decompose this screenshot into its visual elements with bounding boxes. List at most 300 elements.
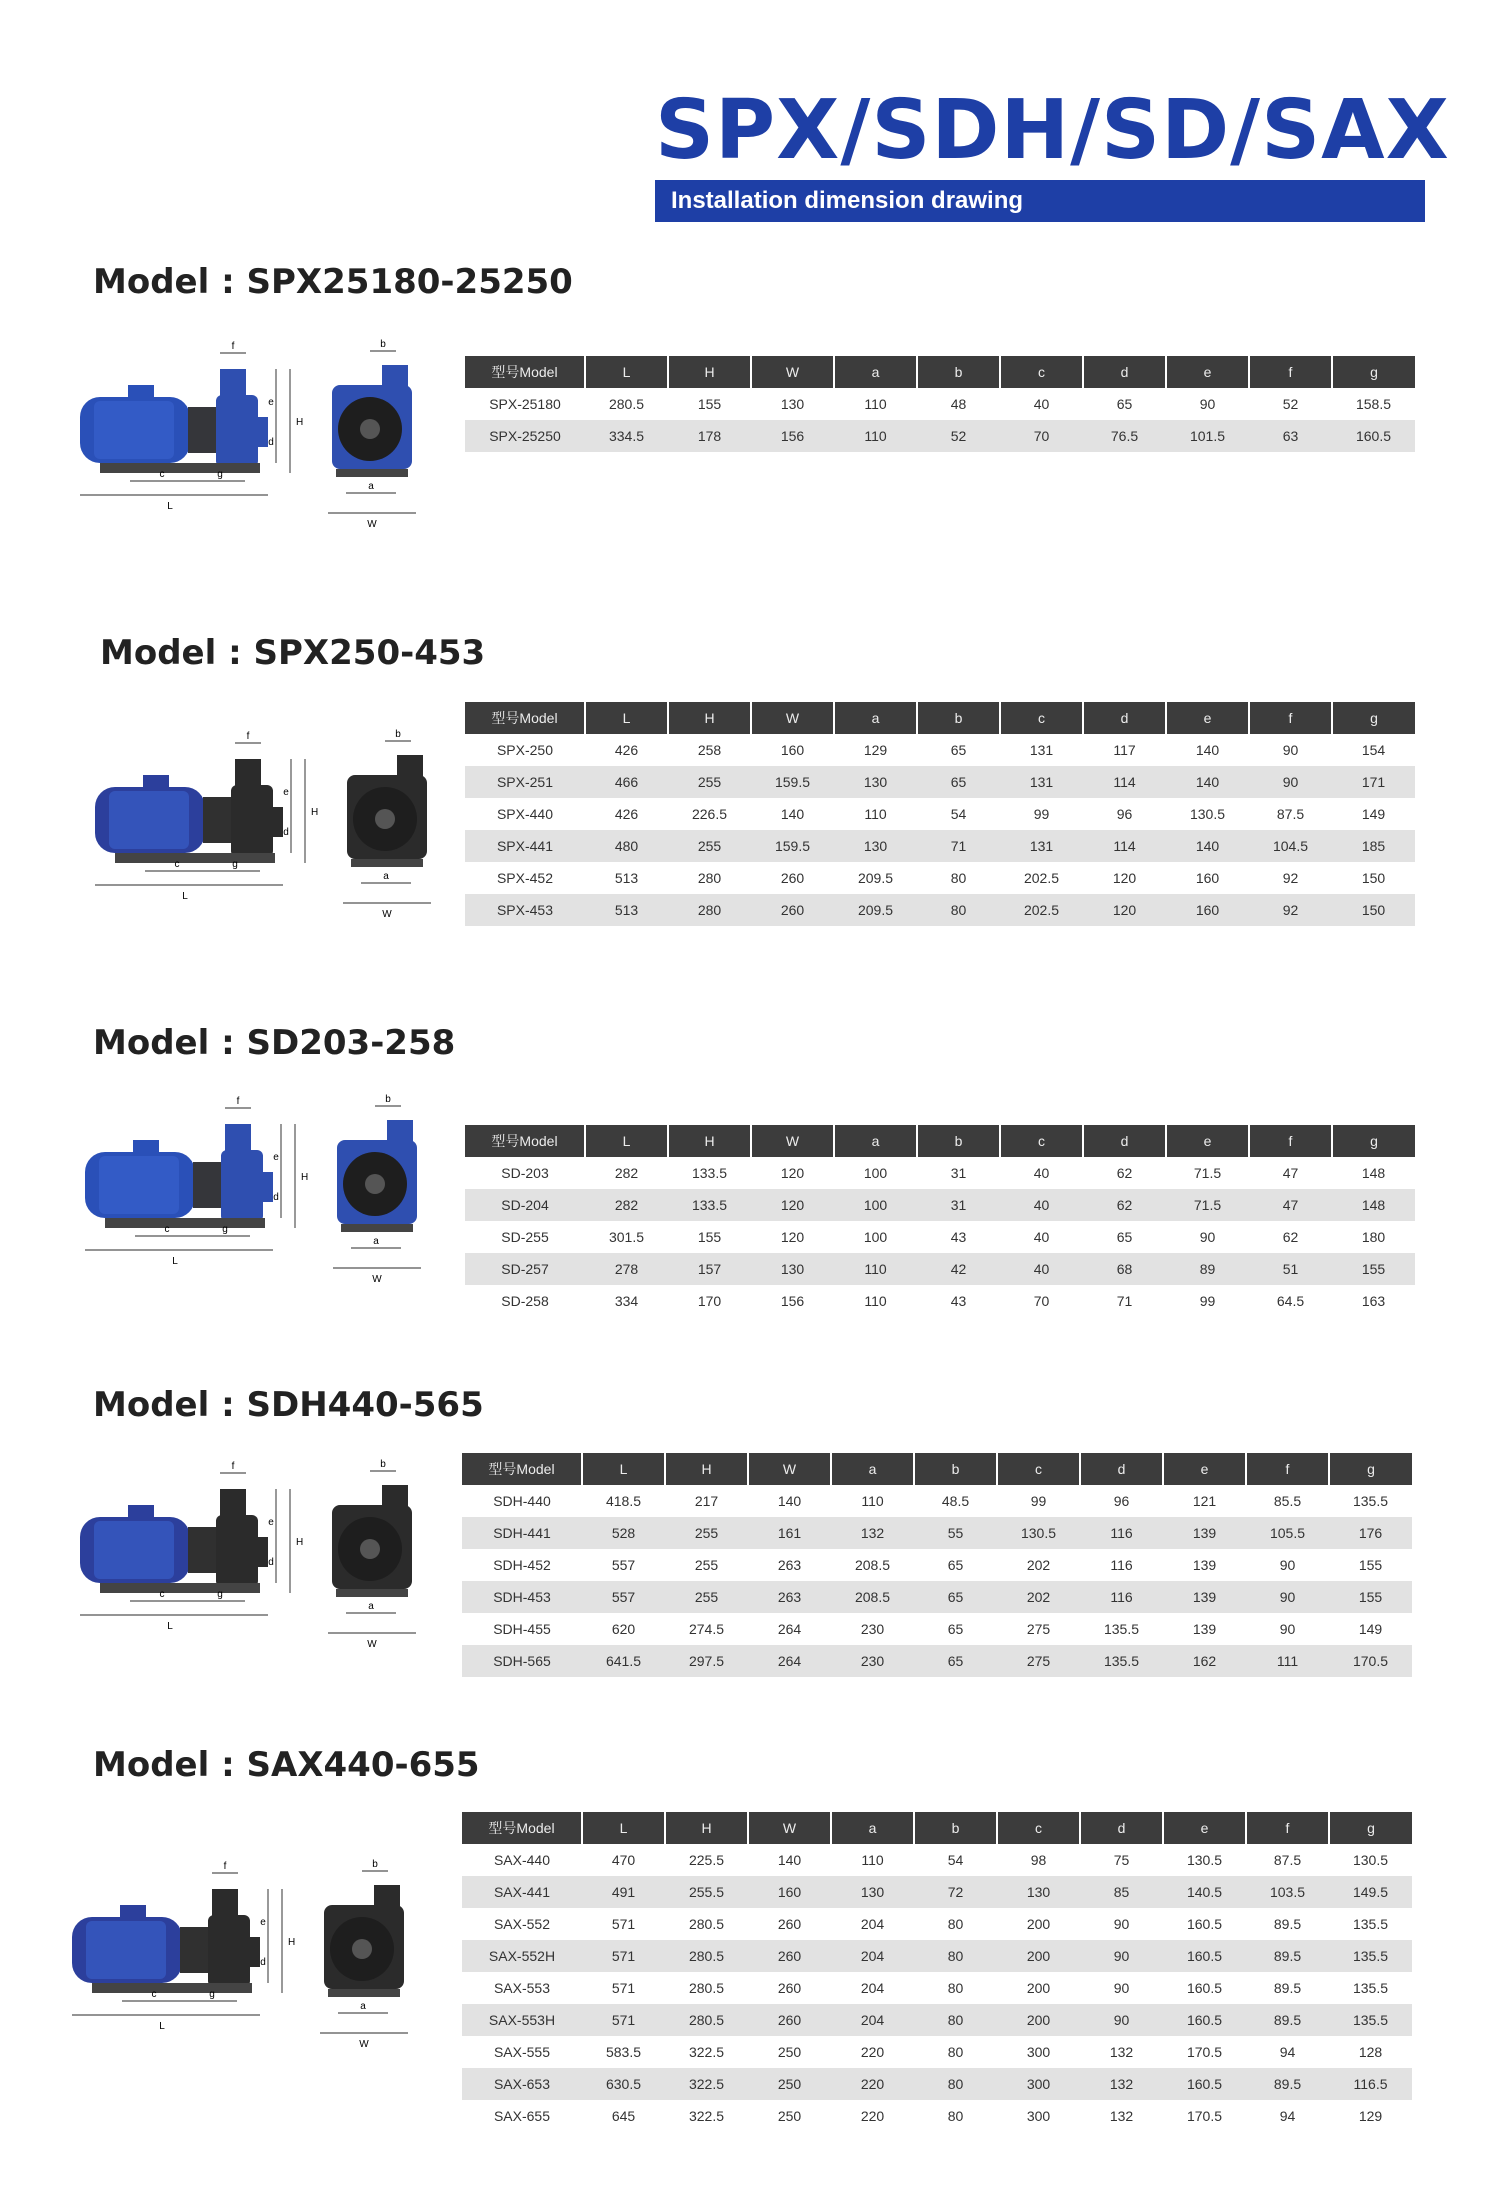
dimension-cell: 202.5 xyxy=(1023,870,1060,886)
table-header-row xyxy=(465,1125,1415,1157)
motor-fins xyxy=(94,401,174,459)
column-header: c xyxy=(1000,1125,1083,1157)
dimension-cell: 159.5 xyxy=(751,830,834,862)
section-4-table xyxy=(462,1453,1412,1677)
dimension-cell: 80 xyxy=(950,870,967,886)
table-row xyxy=(462,1908,1412,1940)
dimension-cell: 204 xyxy=(831,2004,914,2036)
dimension-cell: 40 xyxy=(1033,1165,1050,1181)
front-base xyxy=(351,859,423,867)
dimension-cell: 130.5 xyxy=(1189,806,1226,822)
dimension-cell: 282 xyxy=(585,1189,668,1221)
dimension-cell: 208.5 xyxy=(831,1581,914,1613)
table-row xyxy=(462,1645,1412,1677)
dimension-cell: 90 xyxy=(1113,1980,1130,1996)
table-row xyxy=(465,830,1415,862)
dimension-cell: 47 xyxy=(1282,1165,1299,1181)
column-header: H xyxy=(668,1125,751,1157)
dimension-cell: 170.5 xyxy=(1186,2044,1223,2060)
column-header: g xyxy=(1332,1125,1415,1157)
dimension-cell: 89 xyxy=(1166,1253,1249,1285)
dim-label-g: g xyxy=(217,469,223,480)
dimension-cell: 131 xyxy=(1000,766,1083,798)
dimension-cell: 52 xyxy=(917,420,1000,452)
dimension-cell: 571 xyxy=(611,1980,636,1996)
dimension-cell: 200 xyxy=(1026,1916,1051,1932)
dim-label-e: e xyxy=(283,787,289,798)
dimension-cell: 160.5 xyxy=(1163,1940,1246,1972)
dimension-cell: 120 xyxy=(780,1165,805,1181)
dimension-cell: 96 xyxy=(1116,806,1133,822)
column-header: b xyxy=(914,1453,997,1485)
dim-label-d: d xyxy=(273,1192,279,1203)
dimension-cell: 129 xyxy=(1358,2108,1383,2124)
dimension-cell: 110 xyxy=(864,806,887,822)
front-outlet xyxy=(382,365,408,389)
table-row xyxy=(462,1485,1412,1517)
base-plate xyxy=(100,463,260,473)
table-row xyxy=(465,734,1415,766)
dimension-cell: 418.5 xyxy=(605,1493,642,1509)
section-4-drawing xyxy=(70,1455,430,1660)
dimension-cell: 42 xyxy=(917,1253,1000,1285)
dimension-cell: 160.5 xyxy=(1163,2004,1246,2036)
dimension-cell: 65 xyxy=(947,1557,964,1573)
terminal-box xyxy=(128,1505,154,1519)
dimension-cell: 148 xyxy=(1332,1189,1415,1221)
column-header: H xyxy=(668,702,751,734)
section-1-drawing xyxy=(70,335,430,540)
dimension-cell: 334.5 xyxy=(585,420,668,452)
dim-label-d: d xyxy=(268,437,274,448)
dim-label-f: f xyxy=(231,341,235,352)
dim-label-l: L xyxy=(167,501,173,512)
column-header: f xyxy=(1249,1125,1332,1157)
terminal-box xyxy=(143,775,169,789)
dim-label-e: e xyxy=(268,397,274,408)
dim-label-h: H xyxy=(296,1537,304,1548)
column-header: W xyxy=(751,702,834,734)
front-view xyxy=(328,339,416,530)
dimension-cell: 161 xyxy=(748,1517,831,1549)
dimension-cell: 133.5 xyxy=(691,1165,728,1181)
base-plate xyxy=(100,1583,260,1593)
front-base xyxy=(336,1589,408,1597)
dimension-cell: 250 xyxy=(777,2108,802,2124)
column-header: a xyxy=(831,1453,914,1485)
front-outlet xyxy=(397,755,423,779)
model-cell: SAX-441 xyxy=(462,1876,582,1908)
table-row xyxy=(465,1285,1415,1317)
column-header: 型号Model xyxy=(462,1453,582,1485)
dimension-cell: 64.5 xyxy=(1276,1293,1305,1309)
dim-label-l: L xyxy=(167,1621,173,1632)
dim-label-f: f xyxy=(223,1861,227,1872)
model-cell: SPX-440 xyxy=(496,806,554,822)
dimension-cell: 160.5 xyxy=(1186,1980,1223,1996)
dimension-cell: 255 xyxy=(665,1517,748,1549)
front-view xyxy=(343,729,431,920)
side-view xyxy=(80,341,303,512)
front-base xyxy=(336,469,408,477)
dim-label-c: c xyxy=(174,859,180,870)
dimension-cell: 557 xyxy=(582,1581,665,1613)
dimension-cell: 75 xyxy=(1113,1852,1130,1868)
section-2-title: Model : SPX250-453 xyxy=(100,633,486,673)
section-5-title: Model : SAX440-655 xyxy=(93,1745,480,1785)
dimension-cell: 130.5 xyxy=(1186,1852,1223,1868)
dimension-cell: 300 xyxy=(1026,2108,1051,2124)
outlet-flange xyxy=(235,759,261,789)
table-row xyxy=(465,766,1415,798)
dimension-cell: 117 xyxy=(1113,742,1136,758)
model-cell: SPX-453 xyxy=(465,894,585,926)
dimension-cell: 99 xyxy=(1199,1293,1216,1309)
dim-label-b: b xyxy=(385,1094,391,1105)
dimension-cell: 40 xyxy=(1000,1253,1083,1285)
column-header: c xyxy=(1000,702,1083,734)
dimension-cell: 258 xyxy=(697,742,722,758)
table-row xyxy=(465,420,1415,452)
dimension-cell: 135.5 xyxy=(1080,1645,1163,1677)
table-row xyxy=(462,1940,1412,1972)
dimension-cell: 70 xyxy=(1000,420,1083,452)
dimension-cell: 185 xyxy=(1332,830,1415,862)
pump-head xyxy=(221,1150,263,1222)
dimension-cell: 158.5 xyxy=(1355,396,1392,412)
dimension-cell: 322.5 xyxy=(665,2068,748,2100)
dim-label-h: H xyxy=(301,1172,309,1183)
table-row xyxy=(462,2100,1412,2132)
dimension-cell: 149.5 xyxy=(1329,1876,1412,1908)
table-row xyxy=(462,1581,1412,1613)
column-header: L xyxy=(585,356,668,388)
motor-fins xyxy=(109,791,189,849)
dimension-cell: 178 xyxy=(668,420,751,452)
dimension-cell: 85.5 xyxy=(1273,1493,1302,1509)
dimension-cell: 230 xyxy=(860,1621,885,1637)
dimension-cell: 176 xyxy=(1329,1517,1412,1549)
dimension-cell: 80 xyxy=(947,2108,964,2124)
dimension-cell: 40 xyxy=(1033,396,1050,412)
section-4-title: Model : SDH440-565 xyxy=(93,1385,484,1425)
model-cell: SPX-251 xyxy=(465,766,585,798)
column-header: W xyxy=(751,1125,834,1157)
model-cell: SDH-452 xyxy=(493,1557,551,1573)
table-row xyxy=(462,2036,1412,2068)
dimension-cell: 130 xyxy=(834,830,917,862)
model-cell: SD-258 xyxy=(501,1293,549,1309)
dimension-cell: 130 xyxy=(834,766,917,798)
dimension-cell: 208.5 xyxy=(854,1557,891,1573)
dimension-cell: 260 xyxy=(780,870,805,886)
dim-label-c: c xyxy=(159,469,165,480)
dim-label-b: b xyxy=(380,339,386,350)
dimension-cell: 80 xyxy=(917,894,1000,926)
dimension-cell: 131 xyxy=(1000,830,1083,862)
dimension-cell: 155 xyxy=(697,1229,722,1245)
model-cell: SDH-441 xyxy=(462,1517,582,1549)
dimension-cell: 133.5 xyxy=(668,1189,751,1221)
dimension-cell: 571 xyxy=(611,1916,636,1932)
dimension-cell: 110 xyxy=(861,1493,884,1509)
column-header: f xyxy=(1249,356,1332,388)
dimension-cell: 155 xyxy=(697,396,722,412)
dimension-cell: 278 xyxy=(585,1253,668,1285)
inlet-flange xyxy=(256,417,268,447)
dimension-cell: 274.5 xyxy=(688,1621,725,1637)
outlet-flange xyxy=(212,1889,238,1919)
dimension-cell: 264 xyxy=(777,1621,802,1637)
dimension-cell: 130.5 xyxy=(997,1517,1080,1549)
dim-label-d: d xyxy=(283,827,289,838)
column-header: 型号Model xyxy=(465,1125,585,1157)
dimension-cell: 140 xyxy=(777,1852,802,1868)
dimension-cell: 99 xyxy=(1033,806,1050,822)
side-view xyxy=(95,731,318,902)
dimension-cell: 132 xyxy=(1109,2044,1134,2060)
dimension-cell: 71.5 xyxy=(1193,1165,1222,1181)
dimension-cell: 65 xyxy=(914,1645,997,1677)
column-header: 型号Model xyxy=(465,356,585,388)
dimension-cell: 334 xyxy=(614,1293,639,1309)
dimension-cell: 230 xyxy=(831,1645,914,1677)
column-header: L xyxy=(585,1125,668,1157)
dimension-cell: 90 xyxy=(1279,1557,1296,1573)
column-header: W xyxy=(751,356,834,388)
dimension-cell: 160 xyxy=(748,1876,831,1908)
dimension-cell: 120 xyxy=(1112,870,1137,886)
dim-label-l: L xyxy=(182,891,188,902)
dim-label-f: f xyxy=(231,1461,235,1472)
section-2-table xyxy=(465,702,1415,926)
dimension-cell: 62 xyxy=(1083,1189,1166,1221)
column-header: a xyxy=(834,702,917,734)
dim-label-a: a xyxy=(368,1601,374,1612)
dimension-cell: 92 xyxy=(1249,894,1332,926)
column-header: 型号Model xyxy=(462,1812,582,1844)
dim-label-a: a xyxy=(360,2001,366,2012)
dimension-cell: 426 xyxy=(614,806,639,822)
coupling xyxy=(180,1927,210,1973)
dimension-cell: 220 xyxy=(860,2044,885,2060)
inlet-flange xyxy=(248,1937,260,1967)
dimension-cell: 149 xyxy=(1358,1621,1383,1637)
dimension-cell: 43 xyxy=(950,1229,967,1245)
dim-label-g: g xyxy=(232,859,238,870)
model-cell: SPX-250 xyxy=(496,742,554,758)
dimension-cell: 94 xyxy=(1279,2044,1296,2060)
section-3-table xyxy=(465,1125,1415,1317)
column-header: d xyxy=(1083,356,1166,388)
dim-label-a: a xyxy=(368,481,374,492)
dimension-cell: 260 xyxy=(777,1916,802,1932)
dimension-cell: 170.5 xyxy=(1329,1645,1412,1677)
table-header-row xyxy=(462,1812,1412,1844)
dimension-cell: 150 xyxy=(1332,894,1415,926)
impeller-hub xyxy=(352,1939,372,1959)
side-view xyxy=(80,1461,303,1632)
side-view xyxy=(72,1861,295,2032)
model-cell: SD-204 xyxy=(465,1189,585,1221)
dimension-cell: 40 xyxy=(1033,1229,1050,1245)
dimension-cell: 135.5 xyxy=(1329,1940,1412,1972)
dim-label-f: f xyxy=(236,1096,240,1107)
dimension-cell: 322.5 xyxy=(688,2044,725,2060)
dimension-cell: 80 xyxy=(947,1980,964,1996)
dimension-cell: 72 xyxy=(914,1876,997,1908)
dimension-cell: 260 xyxy=(751,894,834,926)
table-row xyxy=(465,1189,1415,1221)
dimension-cell: 90 xyxy=(1080,1940,1163,1972)
model-cell: SAX-552 xyxy=(493,1916,551,1932)
table-header-row xyxy=(465,356,1415,388)
table-row xyxy=(462,2004,1412,2036)
table-row xyxy=(465,1221,1415,1253)
terminal-box xyxy=(128,385,154,399)
dimension-cell: 426 xyxy=(614,742,639,758)
dimension-cell: 170.5 xyxy=(1186,2108,1223,2124)
model-cell: SAX-440 xyxy=(493,1852,551,1868)
table-row xyxy=(465,862,1415,894)
dimension-cell: 94 xyxy=(1279,2108,1296,2124)
dim-label-g: g xyxy=(222,1224,228,1235)
table-header-row xyxy=(462,1453,1412,1485)
model-cell: SDH-453 xyxy=(462,1581,582,1613)
dimension-cell: 204 xyxy=(860,1916,885,1932)
dimension-cell: 280.5 xyxy=(665,1940,748,1972)
table-row xyxy=(462,2068,1412,2100)
dimension-cell: 90 xyxy=(1113,1916,1130,1932)
dimension-cell: 140 xyxy=(777,1493,802,1509)
dimension-cell: 200 xyxy=(997,1940,1080,1972)
dimension-cell: 200 xyxy=(1026,1980,1051,1996)
dimension-cell: 163 xyxy=(1361,1293,1386,1309)
dim-label-l: L xyxy=(159,2021,165,2032)
dimension-cell: 71 xyxy=(1116,1293,1133,1309)
dimension-cell: 155 xyxy=(1358,1557,1383,1573)
dimension-cell: 255 xyxy=(665,1581,748,1613)
dimension-cell: 202 xyxy=(1026,1557,1051,1573)
dimension-cell: 149 xyxy=(1361,806,1386,822)
dimension-cell: 275 xyxy=(997,1645,1080,1677)
section-5-table xyxy=(462,1812,1412,2132)
column-header: H xyxy=(665,1812,748,1844)
dimension-cell: 155 xyxy=(1329,1581,1412,1613)
column-header: a xyxy=(834,356,917,388)
dimension-cell: 51 xyxy=(1249,1253,1332,1285)
dim-label-h: H xyxy=(288,1937,296,1948)
dimension-cell: 55 xyxy=(914,1517,997,1549)
dimension-cell: 48.5 xyxy=(941,1493,970,1509)
dimension-cell: 260 xyxy=(777,1980,802,1996)
dim-label-b: b xyxy=(380,1459,386,1470)
dimension-cell: 148 xyxy=(1361,1165,1386,1181)
dimension-cell: 47 xyxy=(1249,1189,1332,1221)
motor-fins xyxy=(94,1521,174,1579)
column-header: g xyxy=(1329,1812,1412,1844)
dimension-cell: 90 xyxy=(1080,2004,1163,2036)
dimension-cell: 111 xyxy=(1246,1645,1329,1677)
dimension-cell: 160 xyxy=(1166,894,1249,926)
dimension-cell: 116 xyxy=(1080,1517,1163,1549)
dim-label-e: e xyxy=(273,1152,279,1163)
column-header: d xyxy=(1083,702,1166,734)
section-1-title: Model : SPX25180-25250 xyxy=(93,262,573,302)
dimension-cell: 130.5 xyxy=(1352,1852,1389,1868)
dimension-cell: 90 xyxy=(1199,396,1216,412)
model-cell: SPX-441 xyxy=(465,830,585,862)
dimension-cell: 101.5 xyxy=(1166,420,1249,452)
column-header: H xyxy=(668,356,751,388)
coupling xyxy=(188,407,218,453)
dimension-cell: 89.5 xyxy=(1246,1940,1329,1972)
front-outlet xyxy=(374,1885,400,1909)
coupling xyxy=(203,797,233,843)
dimension-cell: 513 xyxy=(614,870,639,886)
column-header: b xyxy=(917,356,1000,388)
table-row xyxy=(462,1876,1412,1908)
section-5-drawing xyxy=(62,1855,422,2060)
model-cell: SAX-653 xyxy=(462,2068,582,2100)
dimension-cell: 280.5 xyxy=(608,396,645,412)
dimension-cell: 135.5 xyxy=(1329,2004,1412,2036)
dimension-cell: 65 xyxy=(1116,1229,1133,1245)
dimension-cell: 200 xyxy=(997,2004,1080,2036)
dimension-cell: 297.5 xyxy=(665,1645,748,1677)
dimension-cell: 641.5 xyxy=(582,1645,665,1677)
dimension-cell: 140.5 xyxy=(1163,1876,1246,1908)
dimension-cell: 130 xyxy=(751,1253,834,1285)
dimension-cell: 96 xyxy=(1113,1493,1130,1509)
dimension-cell: 129 xyxy=(863,742,888,758)
impeller-hub xyxy=(360,1539,380,1559)
column-header: d xyxy=(1083,1125,1166,1157)
dimension-cell: 217 xyxy=(694,1493,719,1509)
dimension-cell: 80 xyxy=(914,2004,997,2036)
dimension-cell: 65 xyxy=(1116,396,1133,412)
table-row xyxy=(462,1517,1412,1549)
dimension-cell: 263 xyxy=(748,1581,831,1613)
dimension-cell: 87.5 xyxy=(1273,1852,1302,1868)
dimension-cell: 31 xyxy=(950,1165,967,1181)
dim-label-g: g xyxy=(217,1589,223,1600)
model-cell: SAX-555 xyxy=(493,2044,551,2060)
dimension-cell: 103.5 xyxy=(1246,1876,1329,1908)
dimension-cell: 139 xyxy=(1192,1621,1217,1637)
dimension-cell: 260 xyxy=(748,2004,831,2036)
dimension-cell: 157 xyxy=(668,1253,751,1285)
pump-head xyxy=(231,785,273,857)
dimension-cell: 62 xyxy=(1282,1229,1299,1245)
dimension-cell: 76.5 xyxy=(1083,420,1166,452)
dim-label-c: c xyxy=(151,1989,157,2000)
column-header: c xyxy=(997,1812,1080,1844)
dimension-cell: 65 xyxy=(914,1581,997,1613)
base-plate xyxy=(105,1218,265,1228)
dimension-cell: 110 xyxy=(861,1852,884,1868)
dim-label-h: H xyxy=(296,417,304,428)
dimension-cell: 71 xyxy=(917,830,1000,862)
front-base xyxy=(328,1989,400,1997)
dimension-cell: 160 xyxy=(780,742,805,758)
dimension-cell: 132 xyxy=(1080,2068,1163,2100)
dimension-cell: 85 xyxy=(1080,1876,1163,1908)
dimension-cell: 135.5 xyxy=(1352,1916,1389,1932)
column-header: f xyxy=(1246,1812,1329,1844)
dimension-cell: 132 xyxy=(831,1517,914,1549)
dimension-cell: 48 xyxy=(950,396,967,412)
